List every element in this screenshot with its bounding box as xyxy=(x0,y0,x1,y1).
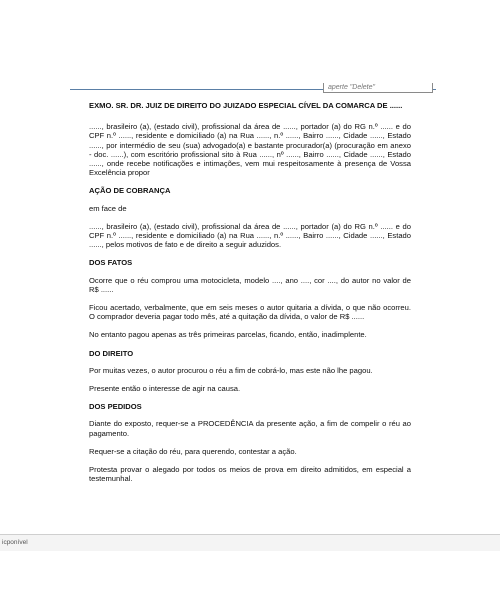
against-text: em face de xyxy=(89,203,127,213)
document-body xyxy=(89,101,411,492)
requests-heading: DOS PEDIDOS xyxy=(89,402,142,412)
facts-paragraph-1: Ocorre que o réu comprou uma motocicleta, modelo ...., ano ...., cor ...., do autor no valor de R$ ...... xyxy=(89,275,411,294)
defendant-qualification: ......, brasileiro (a), (estado civil), profissional da área de ......, portador (a) do RG n.º ...... e do CPF n.º ......, residente e domiciliado (a) na Rua ......, n.º ......, Bairro ......, Cidade ......, Estado ......, pelos motivos de fato e de direito a seguir aduzidos. xyxy=(89,221,411,250)
law-heading: DO DIREITO xyxy=(89,348,134,358)
document-title: EXMO. SR. DR. JUIZ DE DIREITO DO JUIZADO ESPECIAL CÍVEL DA COMARCA DE ...... xyxy=(89,101,403,110)
facts-heading: DOS FATOS xyxy=(89,258,133,268)
facts-paragraph-3: No entanto pagou apenas as três primeiras parcelas, ficando, então, inadimplente. xyxy=(89,330,367,340)
delete-hint-box xyxy=(323,83,433,93)
footer-bar xyxy=(0,535,500,551)
law-paragraph-1: Por muitas vezes, o autor procurou o réu a fim de cobrá-lo, mas este não lhe pagou. xyxy=(89,365,373,375)
delete-hint-text: aperte "Delete" xyxy=(328,84,375,91)
requests-paragraph-1: Diante do exposto, requer-se a PROCEDÊNCIA da presente ação, a fim de compelir o réu ao pagamento. xyxy=(89,419,411,438)
availability-status: icponível xyxy=(2,539,28,546)
action-heading: AÇÃO DE COBRANÇA xyxy=(89,186,171,196)
plaintiff-qualification: ......, brasileiro (a), (estado civil), profissional da área de ......, portador (a) do RG n.º ...... e do CPF n.º ......, residente e domiciliado (a) na Rua ......, n.º ......, Bairro ......, Cidade ......, Estado ......, por intermédio de seu (sua) advogado(a) e bastante procurador(a) (procuração em anexo - doc. ......), com escritório profissional sito à Rua ......, nº ......, Bairro ......, Cidade ......, Estado ......, onde recebe notificações e intimações, vem mui respeitosamente à presença de Vossa Excelência propor xyxy=(89,122,411,178)
requests-paragraph-2: Requer-se a citação do réu, para querendo, contestar a ação. xyxy=(89,446,297,456)
facts-paragraph-2: Ficou acertado, verbalmente, que em seis meses o autor quitaria a dívida, o que não ocorreu. O comprador deveria pagar todo mês, até a quitação da dívida, o valor de R$ ...... xyxy=(89,303,411,322)
law-paragraph-2: Presente então o interesse de agir na causa. xyxy=(89,384,241,394)
requests-paragraph-3: Protesta provar o alegado por todos os meios de prova em direito admitidos, em especial a testemunhal. xyxy=(89,465,411,484)
